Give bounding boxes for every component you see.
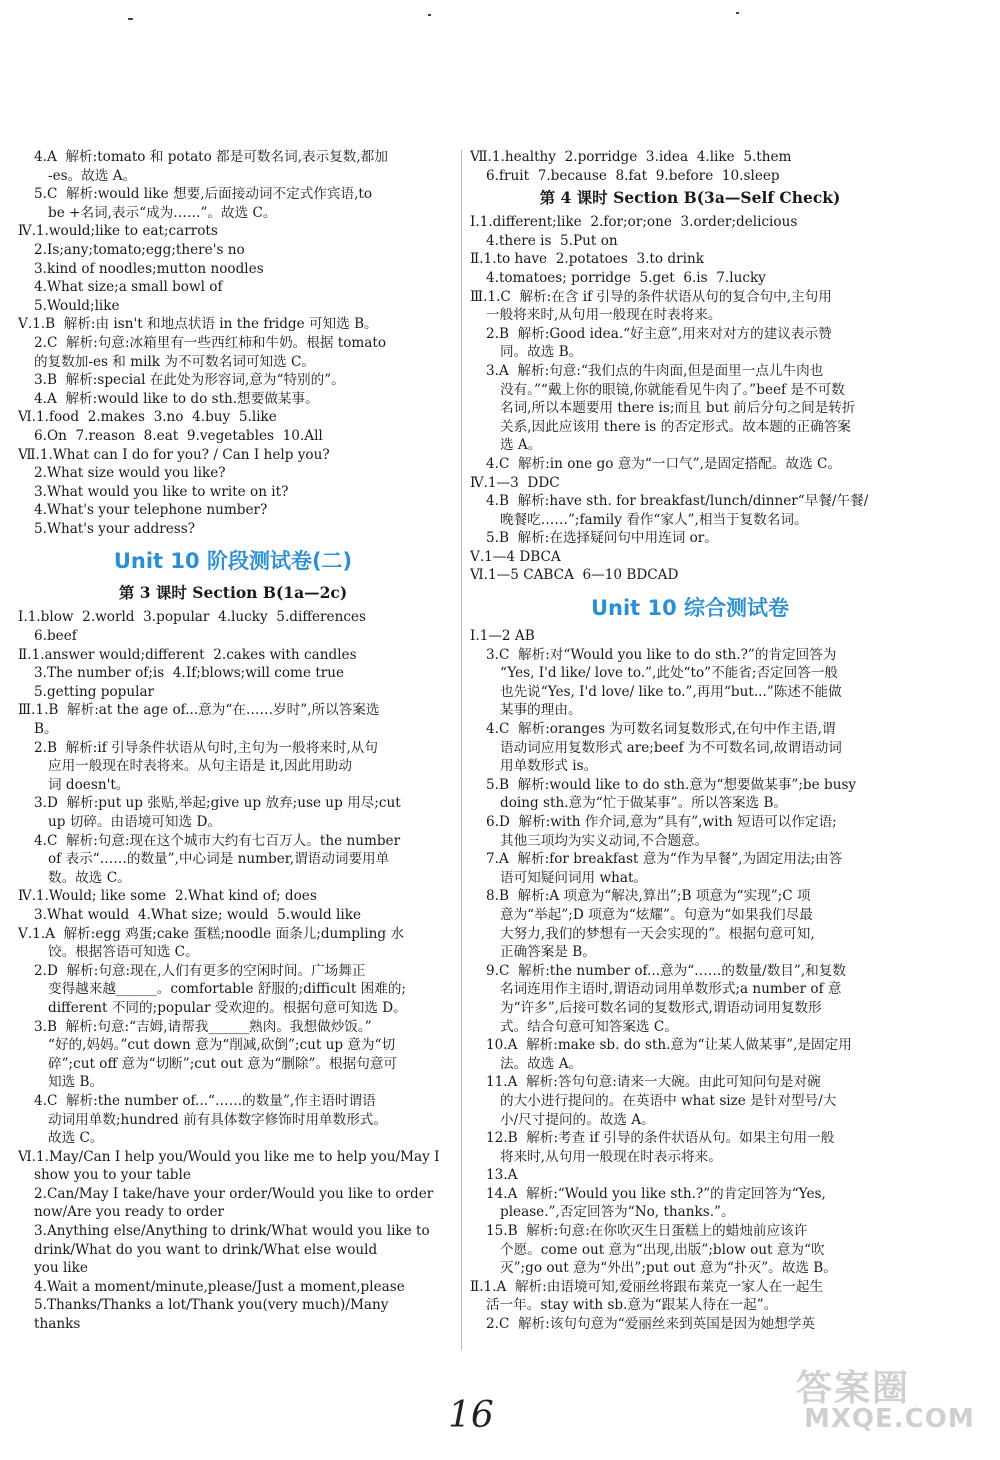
answer-line: Ⅴ.1—4 DBCA [470, 548, 561, 565]
answer-line: 15.B 解析:句意:在你吹灭生日蛋糕上的蜡烛前应该许 [486, 1223, 808, 1240]
page-number: 16 [448, 1395, 494, 1436]
answer-line: 4.there is 5.Put on [486, 232, 618, 249]
answer-line: 某事的理由。 [500, 702, 582, 719]
answer-line: 3.What would you like to write on it? [34, 483, 289, 500]
answer-line: please.”,否定回答为“No, thanks.”。 [500, 1204, 735, 1221]
answer-line: 3.B 解析:special 在此处为形容词,意为“特别的”。 [34, 372, 345, 389]
answer-line: 2.What size would you like? [34, 465, 226, 482]
answer-line: 3.What would 4.What size; would 5.would like [34, 906, 362, 923]
answer-line: 2.C 解析:句意:冰箱里有一些西红柿和牛奶。根据 tomato [34, 334, 387, 351]
unit-heading: Unit 10 阶段测试卷(二) [113, 549, 353, 574]
answer-line: 4.B 解析:have sth. for breakfast/lunch/dinner“早餐/午餐/ [486, 493, 869, 510]
answer-line: 名词,所以本题要用 there is;而且 but 前后分句之间是转折 [500, 400, 856, 417]
answer-line: 13.A [486, 1167, 518, 1184]
answer-line: Ⅶ.1.healthy 2.porridge 3.idea 4.like 5.them [470, 149, 792, 165]
answer-line: 7.A 解析:for breakfast 意为“作为早餐”,为固定用法;由答 [486, 851, 843, 868]
scan-mark [428, 14, 431, 16]
answer-line: drink/What do you want to drink/What else would [34, 1241, 378, 1258]
answer-line: 3.The number of;is 4.If;blows;will come true [34, 665, 345, 682]
answer-line: 小/尺寸提问的。故选 A。 [500, 1111, 655, 1128]
answer-line: Ⅲ.1.C 解析:在含 if 引导的条件状语从句的复合句中,主句用 [470, 288, 832, 305]
answer-line: 选 A。 [500, 437, 542, 454]
answer-line: 14.A 解析:“Would you like sth.?”的肯定回答为“Yes, [486, 1185, 826, 1202]
answer-line: 正确答案是 B。 [500, 944, 596, 961]
answer-line: 4.tomatoes; porridge 5.get 6.is 7.lucky [486, 269, 766, 286]
answer-line: 知选 B。 [48, 1074, 104, 1091]
right-column [470, 148, 910, 1334]
answer-line: “Yes, I'd like/ love to.”,此处“to”不能省;否定回答一般 [500, 665, 839, 682]
section-heading: 第 3 课时 Section B(1a—2c) [118, 583, 348, 603]
answer-line: 2.B 解析:if 引导条件状语从句时,主句为一般将来时,从句 [34, 739, 378, 756]
watermark-logo [796, 1360, 976, 1440]
answer-line: -es。故选 A。 [48, 167, 137, 184]
answer-line: 词 doesn't。 [48, 776, 130, 793]
answer-line: Ⅴ.1.B 解析:由 isn't 和地点状语 in the fridge 可知选 B。 [18, 316, 378, 333]
answer-line: 2.Can/May I take/have your order/Would you like to order [34, 1185, 434, 1202]
answer-line: 为“许多”,后接可数名词的复数形式,谓语动词用复数形 [500, 999, 822, 1016]
answer-line: 数。故选 C。 [48, 869, 131, 886]
answer-line: 5.Would;like [34, 297, 120, 314]
answer-line: 用单数形式 is。 [500, 758, 598, 775]
answer-line: 法。故选 A。 [500, 1055, 583, 1072]
answer-line: Ⅲ.1.B 解析:at the age of...意为“在……岁时”,所以答案选 [18, 702, 380, 719]
answer-line: 4.C 解析:oranges 为可数名词复数形式,在句中作主语,谓 [486, 721, 836, 738]
answer-line: 3.B 解析:句意:“吉姆,请帮我______熟肉。我想做炒饭。” [34, 1018, 372, 1035]
answer-line: 应用一般现在时表将来。从句主语是 it,因此用助动 [48, 758, 352, 775]
answer-line: 4.What size;a small bowl of [34, 279, 223, 296]
answer-line: 一般将来时,从句用一般现在时表将来。 [486, 307, 722, 324]
answer-line: 5.What's your address? [34, 520, 196, 537]
answer-line: 5.getting popular [34, 683, 155, 700]
answer-line: 活一年。stay with sb.意为“跟某人待在一起”。 [486, 1297, 778, 1314]
watermark-en: MXQE.COM [804, 1404, 975, 1434]
answer-line: 的复数加-es 和 milk 为不可数名词可知选 C。 [34, 353, 316, 370]
answer-line: 4.C 解析:句意:现在这个城市大约有七百万人。the number [34, 832, 401, 849]
answer-line: 4.Wait a moment/minute,please/Just a moment,please [34, 1278, 405, 1295]
answer-line: 3.kind of noodles;mutton noodles [34, 260, 264, 277]
answer-line: different 不同的;popular 受欢迎的。根据句意可知选 D。 [48, 999, 407, 1016]
answer-line: Ⅴ.1.A 解析:egg 鸡蛋;cake 蛋糕;noodle 面条儿;dumpling 水 [18, 925, 404, 942]
answer-line: 其他三项均为实义动词,不合题意。 [500, 832, 709, 849]
answer-line: 的大小进行提问的。在英语中 what size 是针对型号/大 [500, 1092, 837, 1109]
answer-line: up 切碎。由语境可知选 D。 [48, 814, 221, 830]
answer-line: 没有。”“戴上你的眼镜,你就能看见牛肉了。”beef 是不可数 [500, 381, 845, 398]
answer-line: 2.Is;any;tomato;egg;there's no [34, 241, 245, 258]
answer-line: 12.B 解析:考查 if 引导的条件状语从句。如果主句用一般 [486, 1130, 835, 1147]
answer-line: 5.B 解析:would like to do sth.意为“想要做某事”;be busy [486, 776, 857, 793]
answer-line: now/Are you ready to order [34, 1204, 225, 1221]
answer-line: 2.C 解析:该句句意为“爱丽丝来到英国是因为她想学英 [486, 1316, 816, 1333]
answer-line: 动词用单数;hundred 前有具体数字修饰时用单数形式。 [48, 1111, 387, 1128]
left-column [18, 148, 448, 1334]
answer-line: 10.A 解析:make sb. do sth.意为“让某人做某事”,是固定用 [486, 1037, 852, 1054]
answer-line: 5.C 解析:would like 想要,后面接动词不定式作宾语,to [34, 186, 373, 203]
answer-line: 也先说“Yes, I'd love/ like to.”,再用“but...”陈述不能做 [500, 683, 842, 700]
answer-line: 4.A 解析:would like to do sth.想要做某事。 [34, 390, 319, 407]
answer-line: 故选 C。 [48, 1130, 104, 1147]
answer-line: Ⅰ.1.blow 2.world 3.popular 4.lucky 5.differences [18, 609, 366, 626]
answer-line: Ⅱ.1.A 解析:由语境可知,爱丽丝将跟布莱克一家人在一起生 [470, 1278, 823, 1295]
answer-line: Ⅰ.1—2 AB [470, 628, 535, 645]
answer-line: 3.D 解析:put up 张贴,举起;give up 放弃;use up 用尽;cut [34, 795, 401, 812]
answer-line: 3.A 解析:句意:“我们点的牛肉面,但是面里一点儿牛肉也 [486, 362, 824, 379]
answer-line: 2.B 解析:Good idea.“好主意”,用来对对方的建议表示赞 [486, 325, 832, 342]
answer-line: 大努力,我们的梦想有一天会实现的”。根据句意可知, [500, 925, 815, 942]
answer-line: “好的,妈妈。”cut down 意为“削减,砍倒”;cut up 意为“切 [48, 1037, 396, 1054]
answer-line: 变得越来越______。comfortable 舒服的;difficult 困难的; [48, 981, 407, 998]
answer-line: 饺。根据答语可知选 C。 [48, 944, 199, 961]
answer-line: show you to your table [34, 1167, 191, 1184]
answer-line: doing sth.意为“忙于做某事”。所以答案选 B。 [500, 795, 788, 812]
answer-line: 6.beef [34, 628, 77, 645]
answer-line: 名词连用作主语时,谓语动词用单数形式;a number of 意 [500, 981, 842, 998]
watermark-cn: 答案圈 [796, 1368, 911, 1409]
column-divider [461, 150, 462, 1350]
answer-line: 11.A 解析:答句句意:请来一大碗。由此可知问句是对碗 [486, 1074, 821, 1091]
answer-line: Ⅰ.1.different;like 2.for;or;one 3.order;delicious [470, 214, 798, 231]
answer-line: B。 [34, 721, 58, 738]
answer-line: Ⅵ.1.food 2.makes 3.no 4.buy 5.like [18, 409, 277, 426]
answer-line: 6.fruit 7.because 8.fat 9.before 10.sleep [486, 167, 780, 184]
answer-line: thanks [34, 1316, 81, 1333]
scan-mark [736, 12, 739, 14]
answer-line: Ⅶ.1.What can I do for you? / Can I help you? [18, 446, 330, 463]
answer-line: 4.C 解析:the number of...“……的数量”,作主语时谓语 [34, 1092, 376, 1109]
answer-line: Ⅳ.1—3 DDC [470, 474, 560, 491]
answer-line: of 表示“……的数量”,中心词是 number,谓语动词要用单 [48, 851, 390, 868]
answer-line: 晚餐吃……”;family 看作“家人”,相当于复数名词。 [500, 511, 808, 528]
answer-line: 意为“举起”;D 项意为“炫耀”。句意为“如果我们尽最 [500, 906, 813, 923]
answer-line: 5.B 解析:在选择疑问句中用连词 or。 [486, 530, 718, 547]
answer-line: 语动词应用复数形式 are;beef 为不可数名词,故谓语动词 [500, 739, 842, 756]
answer-line: Ⅱ.1.answer would;different 2.cakes with candles [18, 646, 357, 663]
answer-line: 6.D 解析:with 作介词,意为“具有”,with 短语可以作定语; [486, 814, 837, 830]
unit-heading: Unit 10 综合测试卷 [590, 596, 790, 621]
answer-line: Ⅳ.1.Would; like some 2.What kind of; does [18, 888, 317, 905]
answer-line: 式。结合句意可知答案选 C。 [500, 1018, 678, 1035]
answer-line: 语可知疑问词用 what。 [500, 869, 648, 886]
answer-line: 2.D 解析:句意:现在,人们有更多的空闲时间。广场舞正 [34, 962, 366, 979]
answer-line: 3.C 解析:对“Would you like to do sth.?”的肯定回答为 [486, 646, 837, 663]
answer-line: 将来时,从句用一般现在时表示将来。 [500, 1148, 722, 1165]
answer-line: 5.Thanks/Thanks a lot/Thank you(very much)/Many [34, 1297, 389, 1314]
section-heading: 第 4 课时 Section B(3a—Self Check) [539, 188, 841, 208]
answer-line: Ⅳ.1.would;like to eat;carrots [18, 223, 218, 240]
answer-line: you like [34, 1260, 88, 1277]
answer-line: 6.On 7.reason 8.eat 9.vegetables 10.All [34, 427, 323, 444]
answer-line: Ⅵ.1—5 CABCA 6—10 BDCAD [470, 567, 679, 584]
answer-line: 3.Anything else/Anything to drink/What would you like to [34, 1223, 430, 1240]
answer-line: 同。故选 B。 [500, 344, 583, 361]
answer-line: 9.C 解析:the number of...意为“……的数量/数目”,和复数 [486, 962, 846, 979]
answer-line: 4.What's your telephone number? [34, 502, 268, 519]
answer-line: 8.B 解析:A 项意为“解决,算出”;B 项意为“实现”;C 项 [486, 888, 811, 905]
answer-line: be +名词,表示“成为……”。故选 C。 [48, 204, 277, 221]
answer-line: 个愿。come out 意为“出现,出版”;blow out 意为“吹 [500, 1241, 825, 1258]
answer-line: 碎”;cut off 意为“切断”;cut out 意为“删除”。根据句意可 [48, 1055, 398, 1072]
answer-line: 灭”;go out 意为“外出”;put out 意为“扑灭”。故选 B。 [500, 1260, 837, 1277]
scan-mark [128, 18, 133, 20]
answer-line: 关系,因此应该用 there is 的否定形式。故本题的正确答案 [500, 418, 851, 435]
answer-line: Ⅱ.1.to have 2.potatoes 3.to drink [470, 251, 704, 268]
answer-line: 4.A 解析:tomato 和 potato 都是可数名词,表示复数,都加 [34, 149, 388, 165]
answer-line: Ⅵ.1.May/Can I help you/Would you like me to help you/May I [18, 1148, 440, 1165]
answer-line: 4.C 解析:in one go 意为“一口气”,是固定搭配。故选 C。 [486, 455, 841, 472]
